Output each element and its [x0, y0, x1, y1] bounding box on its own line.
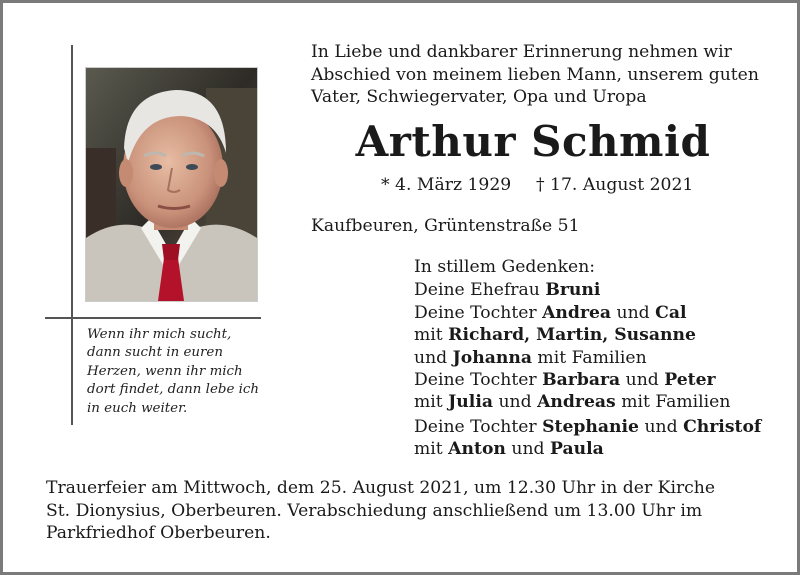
- mourner-text: Deine Tochter: [414, 370, 543, 391]
- mourner-line: [414, 347, 761, 369]
- mourner-text: und: [505, 439, 550, 460]
- mourner-name: Richard, Martin, Susanne: [448, 325, 696, 346]
- mourner-text: Deine Tochter: [414, 302, 543, 323]
- mourners-list: [414, 256, 761, 461]
- memorial-quote: [87, 326, 267, 418]
- mourner-name: Peter: [664, 370, 716, 391]
- mourner-line: [414, 324, 761, 346]
- service-line: Trauerfeier am Mittwoch, dem 25. August 2021, um 12.30 Uhr in der Kirche: [46, 478, 716, 498]
- mourner-name: Barbara: [542, 370, 621, 391]
- portrait-photo: [86, 68, 257, 301]
- mourner-text: mit: [414, 325, 449, 346]
- mourner-name: Julia: [448, 392, 493, 413]
- quote-line: dort findet, dann lebe ich: [87, 382, 260, 398]
- service-line: St. Dionysius, Oberbeuren. Verabschiedung anschließend um 13.00 Uhr im: [46, 500, 703, 521]
- vertical-divider: [71, 45, 73, 425]
- quote-line: Herzen, wenn ihr mich: [87, 363, 243, 379]
- mourner-text: mit Familien: [531, 347, 647, 368]
- mourner-line: [414, 302, 761, 324]
- mourner-text: und: [414, 347, 453, 368]
- quote-line: in euch weiter.: [87, 400, 188, 416]
- quote-line: Wenn ihr mich sucht,: [87, 327, 232, 342]
- mourner-name: Andrea: [542, 302, 612, 323]
- mourner-name: Cal: [655, 302, 687, 323]
- mourner-text: und: [639, 416, 684, 437]
- mourner-text: Deine Ehefrau: [414, 280, 546, 301]
- birth-date: * 4. März 1929: [381, 175, 512, 195]
- mourner-line: [414, 438, 761, 460]
- mourner-line: [414, 416, 761, 438]
- intro-line: Abschied von meinem lieben Mann, unserem guten: [311, 64, 759, 85]
- service-line: Parkfriedhof Oberbeuren.: [46, 523, 271, 544]
- mourner-name: Paula: [549, 439, 604, 460]
- quote-line: dann sucht in euren: [87, 345, 223, 361]
- address: Kaufbeuren, Grüntenstraße 51: [311, 216, 580, 236]
- intro-text: [311, 41, 759, 109]
- mourner-text: Deine Tochter: [414, 416, 543, 437]
- mourner-line: [414, 369, 761, 391]
- death-date: † 17. August 2021: [536, 175, 694, 195]
- horizontal-divider: [45, 317, 261, 319]
- mourner-text: mit: [414, 392, 449, 413]
- mourner-name: Anton: [448, 439, 506, 460]
- mourner-name: Bruni: [545, 280, 601, 301]
- mourner-text: mit Familien: [615, 392, 731, 413]
- mourners-heading: In stillem Gedenken:: [414, 257, 596, 277]
- mourner-line: [414, 391, 761, 413]
- intro-line: In Liebe und dankbarer Erinnerung nehmen wir: [311, 42, 732, 62]
- mourner-text: und: [611, 302, 656, 323]
- mourner-line: [414, 279, 761, 301]
- mourner-name: Andreas: [537, 392, 616, 413]
- mourner-name: Johanna: [452, 347, 532, 368]
- mourner-text: mit: [414, 439, 449, 460]
- mourner-name: Christof: [683, 416, 762, 437]
- mourner-name: Stephanie: [542, 416, 639, 437]
- intro-line: Vater, Schwiegervater, Opa und Uropa: [311, 87, 647, 108]
- mourner-text: und: [493, 392, 538, 413]
- deceased-name: Arthur Schmid: [355, 117, 711, 166]
- service-info: [46, 477, 715, 545]
- mourner-text: und: [620, 370, 665, 391]
